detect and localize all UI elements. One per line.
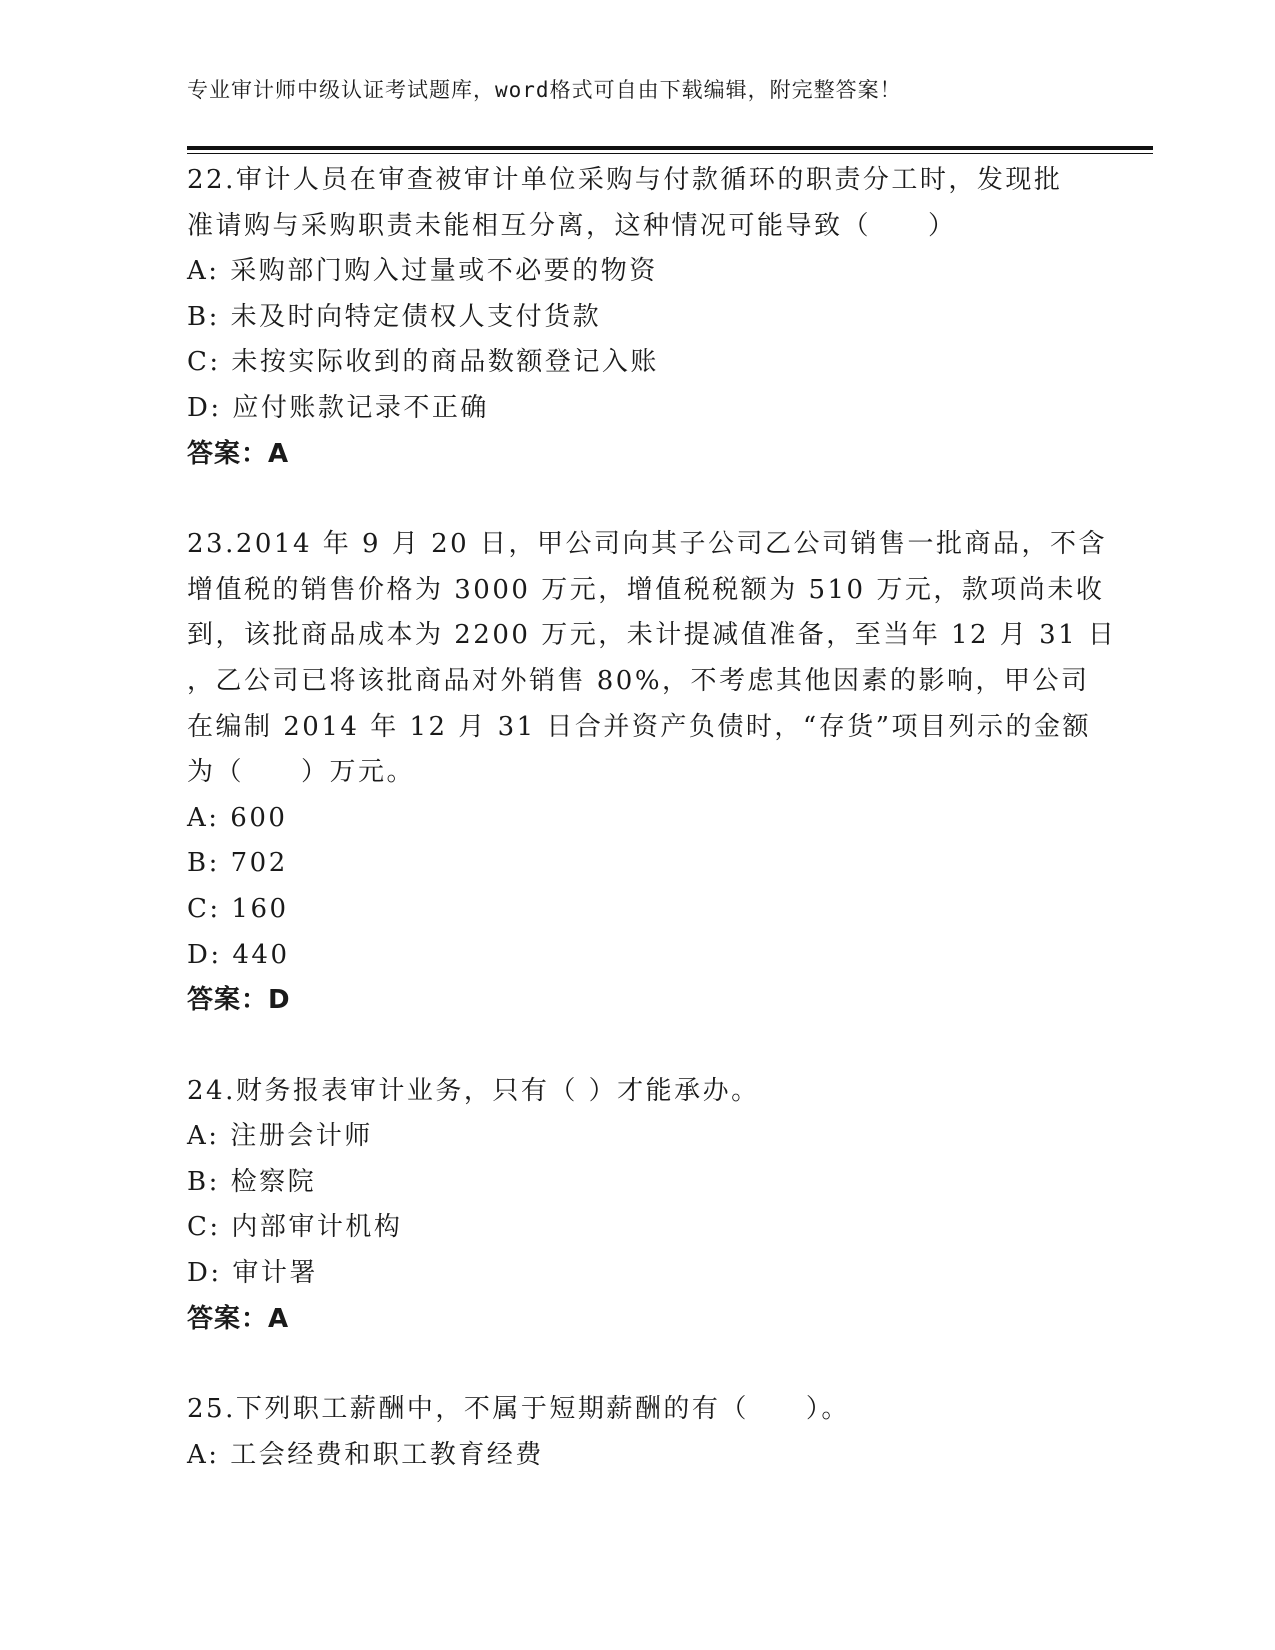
option-a: A: 采购部门购入过量或不必要的物资	[187, 256, 658, 287]
question-gap	[187, 477, 1087, 522]
option-c: C: 内部审计机构	[187, 1212, 403, 1243]
option-d: D: 440	[187, 939, 290, 970]
question-text-line: 增值税的销售价格为 3000 万元，增值税税额为 510 万元，款项尚未收	[187, 574, 1105, 605]
option-c: C: 未按实际收到的商品数额登记入账	[187, 347, 659, 378]
question-text-line: 24.财务报表审计业务，只有（ ）才能承办。	[187, 1075, 760, 1106]
option-d: D: 应付账款记录不正确	[187, 392, 489, 423]
option-b: B: 702	[187, 848, 288, 879]
option-a: A: 600	[187, 802, 288, 833]
question-23	[187, 522, 1117, 1024]
question-list	[187, 158, 1117, 1478]
question-text-line: 22.审计人员在审查被审计单位采购与付款循环的职责分工时，发现批	[187, 165, 1063, 195]
question-text-line: ，乙公司已将该批商品对外销售 80%，不考虑其他因素的影响，甲公司	[187, 665, 1090, 696]
page-header: 专业审计师中级认证考试题库，word格式可自由下载编辑，附完整答案！	[187, 78, 902, 102]
option-c: C: 160	[187, 893, 289, 924]
option-b: B: 检察院	[187, 1166, 317, 1197]
option-b: B: 未及时向特定债权人支付货款	[187, 301, 602, 332]
answer-line: 答案：A	[187, 1303, 290, 1334]
answer-line: 答案：A	[187, 438, 290, 469]
question-gap	[187, 1024, 1087, 1069]
header-rule-thin	[187, 153, 1153, 154]
question-gap	[187, 1342, 1087, 1387]
question-text-line: 25.下列职工薪酬中，不属于短期薪酬的有（ ）。	[187, 1394, 850, 1425]
question-25	[187, 1387, 1087, 1478]
question-text-line: 23.2014 年 9 月 20 日，甲公司向其子公司乙公司销售一批商品，不含	[187, 529, 1107, 560]
option-a: A: 工会经费和职工教育经费	[187, 1439, 544, 1470]
question-text-line: 到，该批商品成本为 2200 万元，未计提减值准备，至当年 12 月 31 日	[187, 620, 1117, 651]
option-a: A: 注册会计师	[187, 1121, 373, 1152]
question-text-line: 在编制 2014 年 12 月 31 日合并资产负债时，“存货”项目列示的金额	[187, 711, 1092, 742]
option-d: D: 审计署	[187, 1258, 318, 1289]
answer-line: 答案：D	[187, 985, 291, 1016]
question-24	[187, 1069, 1087, 1343]
question-text-line: 准请购与采购职责未能相互分离，这种情况可能导致（ ）	[187, 210, 957, 241]
question-22	[187, 158, 1087, 477]
question-text-line: 为（ ）万元。	[187, 757, 416, 788]
header-rule-thick	[187, 146, 1153, 150]
